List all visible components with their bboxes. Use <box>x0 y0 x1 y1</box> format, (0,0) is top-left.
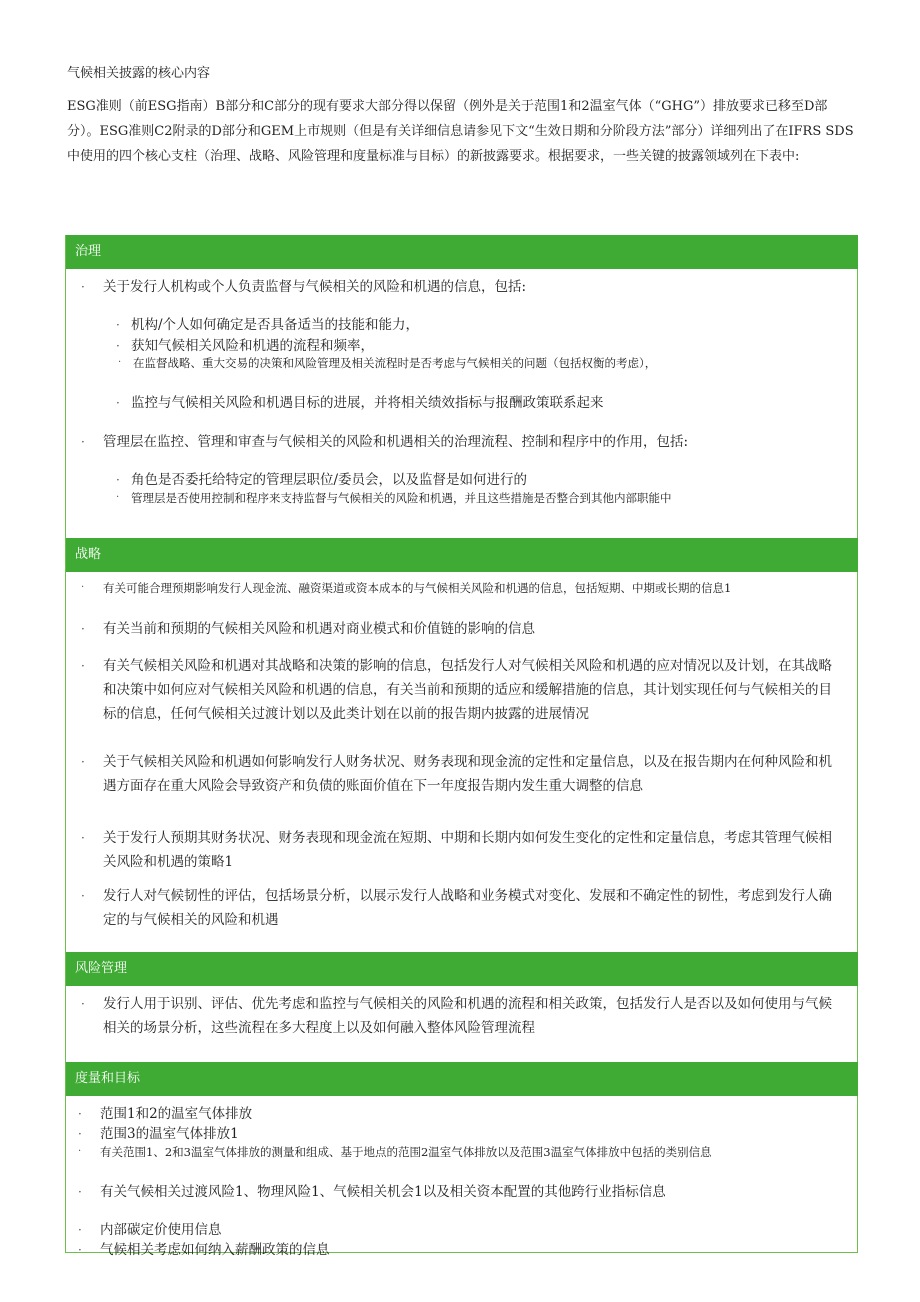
strategy-item: · 有关气候相关风险和机遇对其战略和决策的影响的信息，包括发行人对气候相关风险和机遇的应对情况以及计划，在其战略和决策中如何应对气候相关风险和机遇的信息，有关当前和预期的适应和缓解措施的信息，其计划实现任何与气候相关的目标的信息，任何气候相关过渡计划以及此类计划在以前的报告期内披露的进展情况 <box>81 658 832 722</box>
section-metrics-header: 度量和目标 <box>66 1062 858 1096</box>
disclosure-table <box>65 235 858 1253</box>
metrics-item: · 有关范围1、2和3温室气体排放的测量和组成、基于地点的范围2温室气体排放以及范围3温室气体排放中包括的类别信息 <box>78 1145 712 1159</box>
strategy-item: · 关于气候相关风险和机遇如何影响发行人财务状况、财务表现和现金流的定性和定量信息，以及在报告期内在何种风险和机遇方面存在重大风险会导致资产和负债的账面价值在下一年度报告期内发生重大调整的信息 <box>81 754 832 794</box>
metrics-item: · 范围3的温室气体排放1 <box>78 1126 239 1142</box>
section-governance-header: 治理 <box>66 235 858 269</box>
metrics-item: · 内部碳定价使用信息 <box>78 1222 222 1238</box>
strategy-item: · 有关当前和预期的气候相关风险和机遇对商业模式和价值链的影响的信息 <box>81 621 535 637</box>
metrics-item: · 有关气候相关过渡风险1、物理风险1、气候相关机会1以及相关资本配置的其他跨行业指标信息 <box>78 1184 666 1200</box>
governance-subitem: · 获知气候相关风险和机遇的流程和频率， <box>116 338 374 354</box>
governance-item: · 管理层在监控、管理和审查与气候相关的风险和机遇相关的治理流程、控制和程序中的作用，包括: <box>81 434 689 450</box>
metrics-item: · 气候相关考虑如何纳入薪酬政策的信息 <box>78 1242 330 1258</box>
governance-subitem: · 机构/个人如何确定是否具备适当的技能和能力， <box>116 317 420 333</box>
governance-subitem: · 监控与气候相关风险和机遇目标的进展，并将相关绩效指标与报酬政策联系起来 <box>116 395 604 411</box>
section-strategy-header: 战略 <box>66 538 858 572</box>
section-risk-header: 风险管理 <box>66 952 858 986</box>
page-heading: 气候相关披露的核心内容 <box>67 66 211 81</box>
risk-item: · 发行人用于识别、评估、优先考虑和监控与气候相关的风险和机遇的流程和相关政策，包括发行人是否以及如何使用与气候相关的场景分析，这些流程在多大程度上以及如何融入整体风险管理流程 <box>81 996 832 1036</box>
governance-subitem: · 管理层是否使用控制和程序来支持监督与气候相关的风险和机遇，并且这些措施是否整合到其他内部职能中 <box>116 491 672 505</box>
strategy-item: · 发行人对气候韧性的评估，包括场景分析，以展示发行人战略和业务模式对变化、发展和不确定性的韧性，考虑到发行人确定的与气候相关的风险和机遇 <box>81 888 832 928</box>
strategy-item: · 有关可能合理预期影响发行人现金流、融资渠道或资本成本的与气候相关风险和机遇的信息，包括短期、中期或长期的信息1 <box>81 581 732 595</box>
intro-paragraph: ESG准则（前ESG指南）B部分和C部分的现有要求大部分得以保留（例外是关于范围1和2温室气体（“GHG”）排放要求已移至D部分）。ESG准则C2附录的D部分和GEM上市规则（但是有关详细信息请参见下文“生效日期和分阶段方法”部分）详细列出了在IFRS SDS中使用的四个核心支柱（治理、战略、风险管理和度量标准与目标）的新披露要求。根据要求，一些关键的披露领域列在下表中: <box>67 99 854 164</box>
governance-subitem: · 在监督战略、重大交易的决策和风险管理及相关流程时是否考虑与气候相关的问题（包括权衡的考虑）， <box>118 356 657 370</box>
governance-item: · 关于发行人机构或个人负责监督与气候相关的风险和机遇的信息，包括: <box>81 279 527 295</box>
strategy-item: · 关于发行人预期其财务状况、财务表现和现金流在短期、中期和长期内如何发生变化的定性和定量信息，考虑其管理气候相关风险和机遇的策略1 <box>81 830 832 870</box>
governance-subitem: · 角色是否委托给特定的管理层职位/委员会，以及监督是如何进行的 <box>116 472 528 488</box>
metrics-item: · 范围1和2的温室气体排放 <box>78 1106 253 1122</box>
